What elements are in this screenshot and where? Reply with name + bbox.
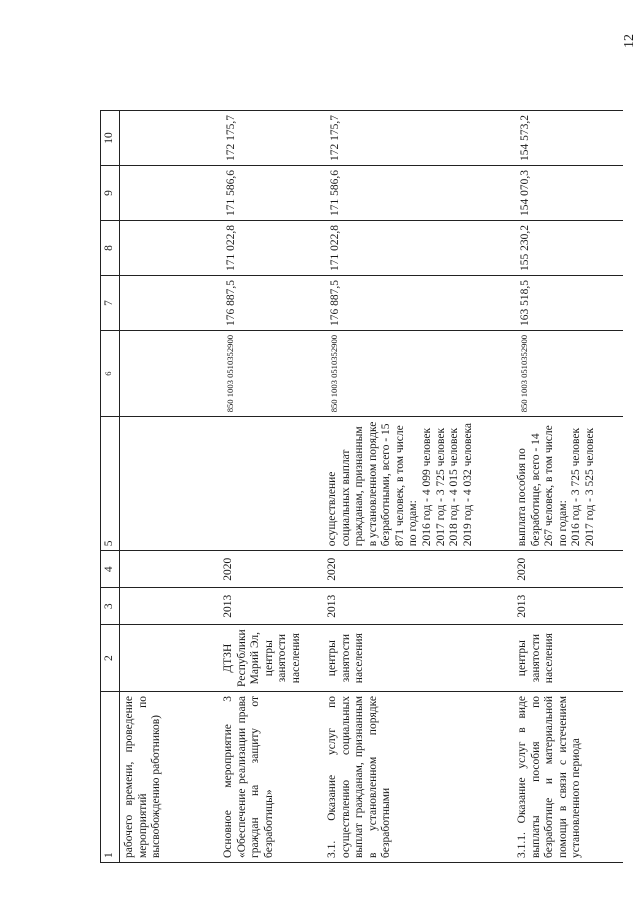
cell-result: осуществление социальных выплат гражданам, признанным в установленном порядке безработными, всего - 15 871 человек, в том числе по годам: 2016 год - 4 099 человек 2017 год - 3 725 человек 2018 год - 4 015 человек 2019 год - 4 032 человека	[323, 417, 513, 551]
column-header: 9	[101, 165, 120, 220]
cell-measure: 3.1.1. Оказание услуг в виде выплаты пособия по безработице и материальной помощи в связи с истечением установленного периода	[513, 692, 623, 863]
table-row	[323, 110, 513, 862]
cell-code: 850 1003 0510352900	[513, 330, 623, 416]
cell-value: 154 070,3	[513, 165, 623, 220]
cell-value: 172 175,7	[219, 110, 323, 165]
cell-end-year	[120, 551, 220, 588]
cell-start-year	[120, 588, 220, 625]
cell-code	[120, 330, 220, 416]
table-row	[513, 110, 623, 862]
column-header: 7	[101, 275, 120, 330]
column-header: 10	[101, 110, 120, 165]
cell-value: 171 586,6	[323, 165, 513, 220]
cell-value: 171 586,6	[219, 165, 323, 220]
cell-value	[120, 110, 220, 165]
cell-measure: рабочего времени, проведение мероприятий по высвобождению работников)	[120, 692, 220, 863]
cell-result: выплата пособия по безработице, всего - 14 267 человек, в том числе по годам: 2016 год - 3 725 человек 2017 год - 3 525 человек	[513, 417, 623, 551]
cell-value: 155 230,2	[513, 220, 623, 275]
table-row	[219, 110, 323, 862]
cell-value: 154 573,2	[513, 110, 623, 165]
cell-start-year: 2013	[323, 588, 513, 625]
cell-value: 176 887,5	[219, 275, 323, 330]
cell-executor: ДТЗН Республики Марий Эл, центры занятости населения	[219, 625, 323, 692]
cell-value: 172 175,7	[323, 110, 513, 165]
cell-result	[219, 417, 323, 551]
cell-executor: центры занятости населения	[513, 625, 623, 692]
cell-executor: центры занятости населения	[323, 625, 513, 692]
cell-value: 171 022,8	[219, 220, 323, 275]
header-row	[101, 110, 120, 862]
cell-measure: Основное мероприятие 3 «Обеспечение реализации права граждан на защиту от безработицы»	[219, 692, 323, 863]
table-row	[120, 110, 220, 862]
cell-value: 171 022,8	[323, 220, 513, 275]
column-header: 6	[101, 330, 120, 416]
cell-end-year: 2020	[323, 551, 513, 588]
column-header: 3	[101, 588, 120, 625]
cell-start-year: 2013	[513, 588, 623, 625]
cell-result	[120, 417, 220, 551]
cell-start-year: 2013	[219, 588, 323, 625]
cell-measure: 3.1. Оказание услуг по осуществлению социальных выплат гражданам, признанным в установленном порядке безработными	[323, 692, 513, 863]
column-header: 2	[101, 625, 120, 692]
column-header: 5	[101, 417, 120, 551]
cell-value: 163 518,5	[513, 275, 623, 330]
cell-code: 850 1003 0510352900	[219, 330, 323, 416]
page-number: 12	[622, 34, 637, 48]
budget-table	[100, 110, 623, 863]
cell-end-year: 2020	[219, 551, 323, 588]
column-header: 1	[101, 692, 120, 863]
cell-value: 176 887,5	[323, 275, 513, 330]
cell-code: 850 1003 0510352900	[323, 330, 513, 416]
column-header: 8	[101, 220, 120, 275]
cell-value	[120, 165, 220, 220]
cell-value	[120, 220, 220, 275]
cell-end-year: 2020	[513, 551, 623, 588]
cell-value	[120, 275, 220, 330]
cell-executor	[120, 625, 220, 692]
column-header: 4	[101, 551, 120, 588]
